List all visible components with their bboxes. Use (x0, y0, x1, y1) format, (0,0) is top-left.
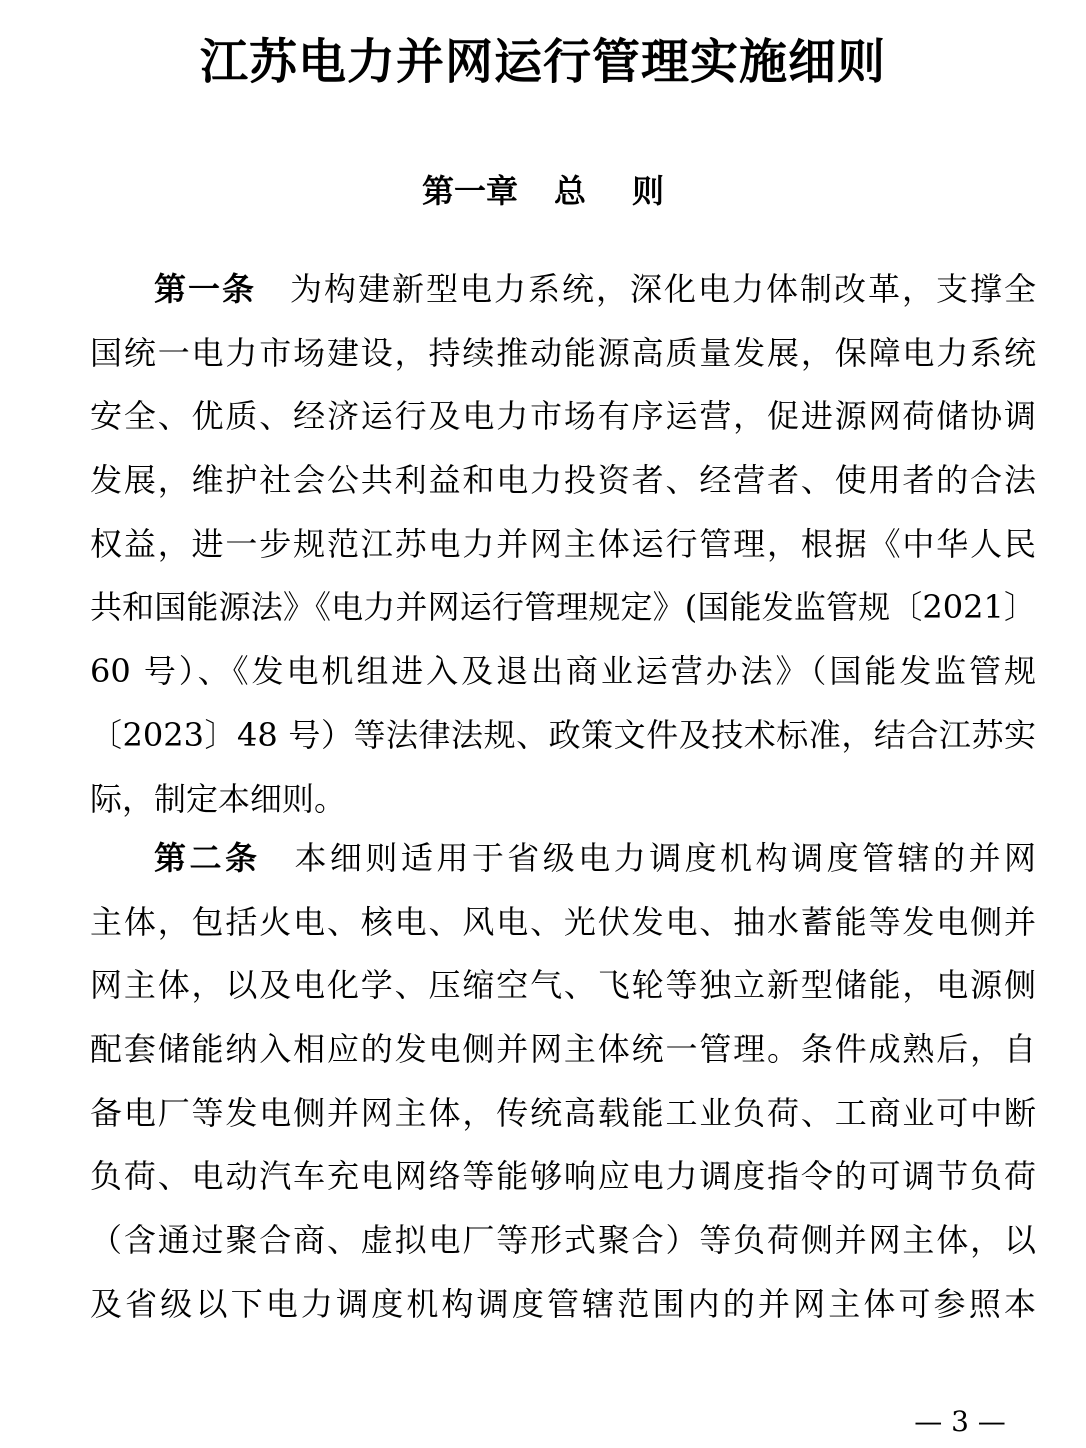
article-line: （含通过聚合商、虚拟电厂等形式聚合）等负荷侧并网主体，以 (90, 1221, 1036, 1260)
article-line: 主体，包括火电、核电、风电、光伏发电、抽水蓄能等发电侧并 (90, 902, 1036, 941)
document-title: 江苏电力并网运行管理实施细则 (199, 34, 886, 90)
article-line: 第二条 本细则适用于省级电力调度机构调度管辖的并网 (154, 839, 1036, 877)
chapter-heading (0, 166, 1086, 216)
article-line: 际，制定本细则。 (90, 779, 347, 818)
article-line: 〔2023〕48 号）等法律法规、政策文件及技术标准，结合江苏实 (90, 715, 1036, 754)
article-line: 第一条 为构建新型电力系统，深化电力体制改革，支撑全 (154, 270, 1036, 308)
chapter-name-part2: 则 (632, 172, 665, 210)
article-line: 60 号）、《发电机组进入及退出商业运营办法》（国能发监管规 (90, 652, 1036, 691)
article-label: 第一条 (154, 270, 256, 308)
chapter-number: 第一章 (421, 172, 518, 210)
article-line: 备电厂等发电侧并网主体，传统高载能工业负荷、工商业可中断 (90, 1093, 1036, 1132)
article-line: 共和国能源法》《电力并网运行管理规定》(国能发监管规〔2021〕 (90, 588, 1036, 627)
article-line: 安全、优质、经济运行及电力市场有序运营，促进源网荷储协调 (90, 397, 1036, 436)
article-line: 网主体，以及电化学、压缩空气、飞轮等独立新型储能，电源侧 (90, 966, 1036, 1005)
page-number: — 3 — (914, 1405, 1006, 1438)
article-1 (90, 258, 1036, 831)
article-label: 第二条 (154, 839, 261, 877)
article-line: 发展，维护社会公共利益和电力投资者、经营者、使用者的合法 (90, 461, 1036, 500)
article-2 (90, 827, 1036, 1337)
article-line: 国统一电力市场建设，持续推动能源高质量发展，保障电力系统 (90, 333, 1036, 372)
article-line: 配套储能纳入相应的发电侧并网主体统一管理。条件成熟后，自 (90, 1030, 1036, 1069)
article-line: 及省级以下电力调度机构调度管辖范围内的并网主体可参照本 (90, 1284, 1036, 1323)
article-line: 负荷、电动汽车充电网络等能够响应电力调度指令的可调节负荷 (90, 1157, 1036, 1196)
chapter-name-part1: 总 (553, 172, 586, 210)
article-line: 权益，进一步规范江苏电力并网主体运行管理，根据《中华人民 (90, 524, 1036, 563)
